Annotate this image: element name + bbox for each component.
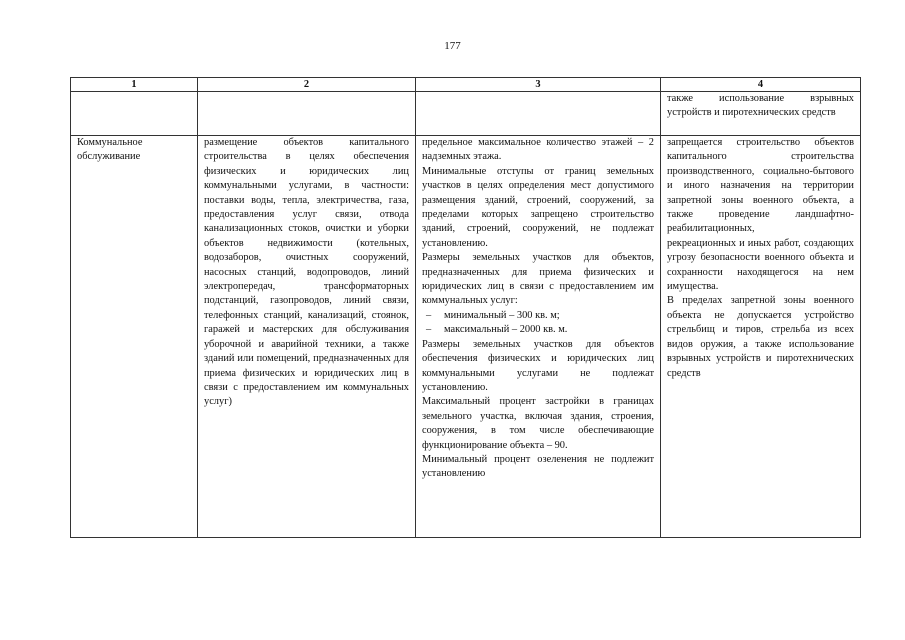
list-item-text: минимальный – 300 кв. м; [444, 309, 560, 321]
cell-description [198, 92, 416, 136]
list-item [422, 323, 654, 337]
dash-marker: – [426, 309, 432, 321]
cell-restrictions: также использование взрывных устройств и пиротехнических средств [661, 92, 861, 136]
restriction-shooting: В пределах запретной зоны военного объекта не допускается устройство стрельбищ и тиров, стрельба из всех видов оружия, а также использование взрывных устройств и пиротехнических средств [667, 295, 854, 379]
cell-parameters [416, 92, 661, 136]
header-cell-2: 2 [198, 78, 416, 92]
cell-use-type: Коммунальное обслуживание [71, 136, 198, 538]
cell-restrictions [661, 136, 861, 538]
header-cell-3: 3 [416, 78, 661, 92]
restriction-construction: запрещается строительство объектов капитального строительства производственного, социально-бытового и иного назначения на территории запретной зоны военного объекта, а также проведение ландшафтно-реабилитационных, [667, 137, 854, 235]
regulations-table [70, 77, 861, 538]
param-min-greenery: Минимальный процент озеленения не подлежит установлению [422, 453, 654, 480]
header-cell-4: 4 [661, 78, 861, 92]
list-item [422, 309, 654, 323]
param-plot-sizes-utilities: Размеры земельных участков для объектов обеспечения физических и юридических лиц коммунальными услугами не подлежат установлению. [422, 338, 654, 393]
param-setbacks: Минимальные отступы от границ земельных участков в целях определения мест допустимого размещения зданий, строений, сооружений, за пределами которых запрещено строительство зданий, строений, сооружений, не подлежат установлению. [422, 165, 654, 249]
table-row [71, 136, 861, 538]
param-plot-sizes: Размеры земельных участков для объектов, предназначенных для приема физических и юридических лиц в связи с предоставлением им коммунальных услуг: [422, 252, 654, 307]
cell-description: размещение объектов капитального строительства в целях обеспечения физических и юридических лиц коммунальными услугами, в частности: поставки воды, тепла, электричества, газа, предоставления услуг связи, отвода канализационных стоков, очистки и уборки объектов недвижимости (котельных, водозаборов, очистных сооружений, насосных станций, водопроводов, линий электропередач, трансформаторных подстанций, газопроводов, линий связи, телефонных станций, канализаций, стоянок, гаражей и мастерских для обслуживания уборочной и аварийной техники, а также зданий или помещений, предназначенных для приема физических и юридических лиц в связи с предоставлением им коммунальных услуг) [198, 136, 416, 538]
param-floors: предельное максимальное количество этажей – 2 надземных этажа. [422, 137, 654, 163]
cell-parameters [416, 136, 661, 538]
dash-marker: – [426, 324, 432, 336]
param-max-coverage: Максимальный процент застройки в границах земельного участка, включая здания, строения, сооружения, в том числе обеспечивающие функционирование объекта – 90. [422, 396, 654, 451]
list-item-text: максимальный – 2000 кв. м. [444, 324, 568, 336]
restriction-works: рекреационных и иных работ, создающих угрозу безопасности военного объекта и сохранности находящегося на нем имущества. [667, 237, 854, 293]
page-number: 177 [444, 40, 461, 52]
header-cell-1: 1 [71, 78, 198, 92]
table-row [71, 92, 861, 136]
header-row [71, 78, 861, 92]
cell-use-type [71, 92, 198, 136]
